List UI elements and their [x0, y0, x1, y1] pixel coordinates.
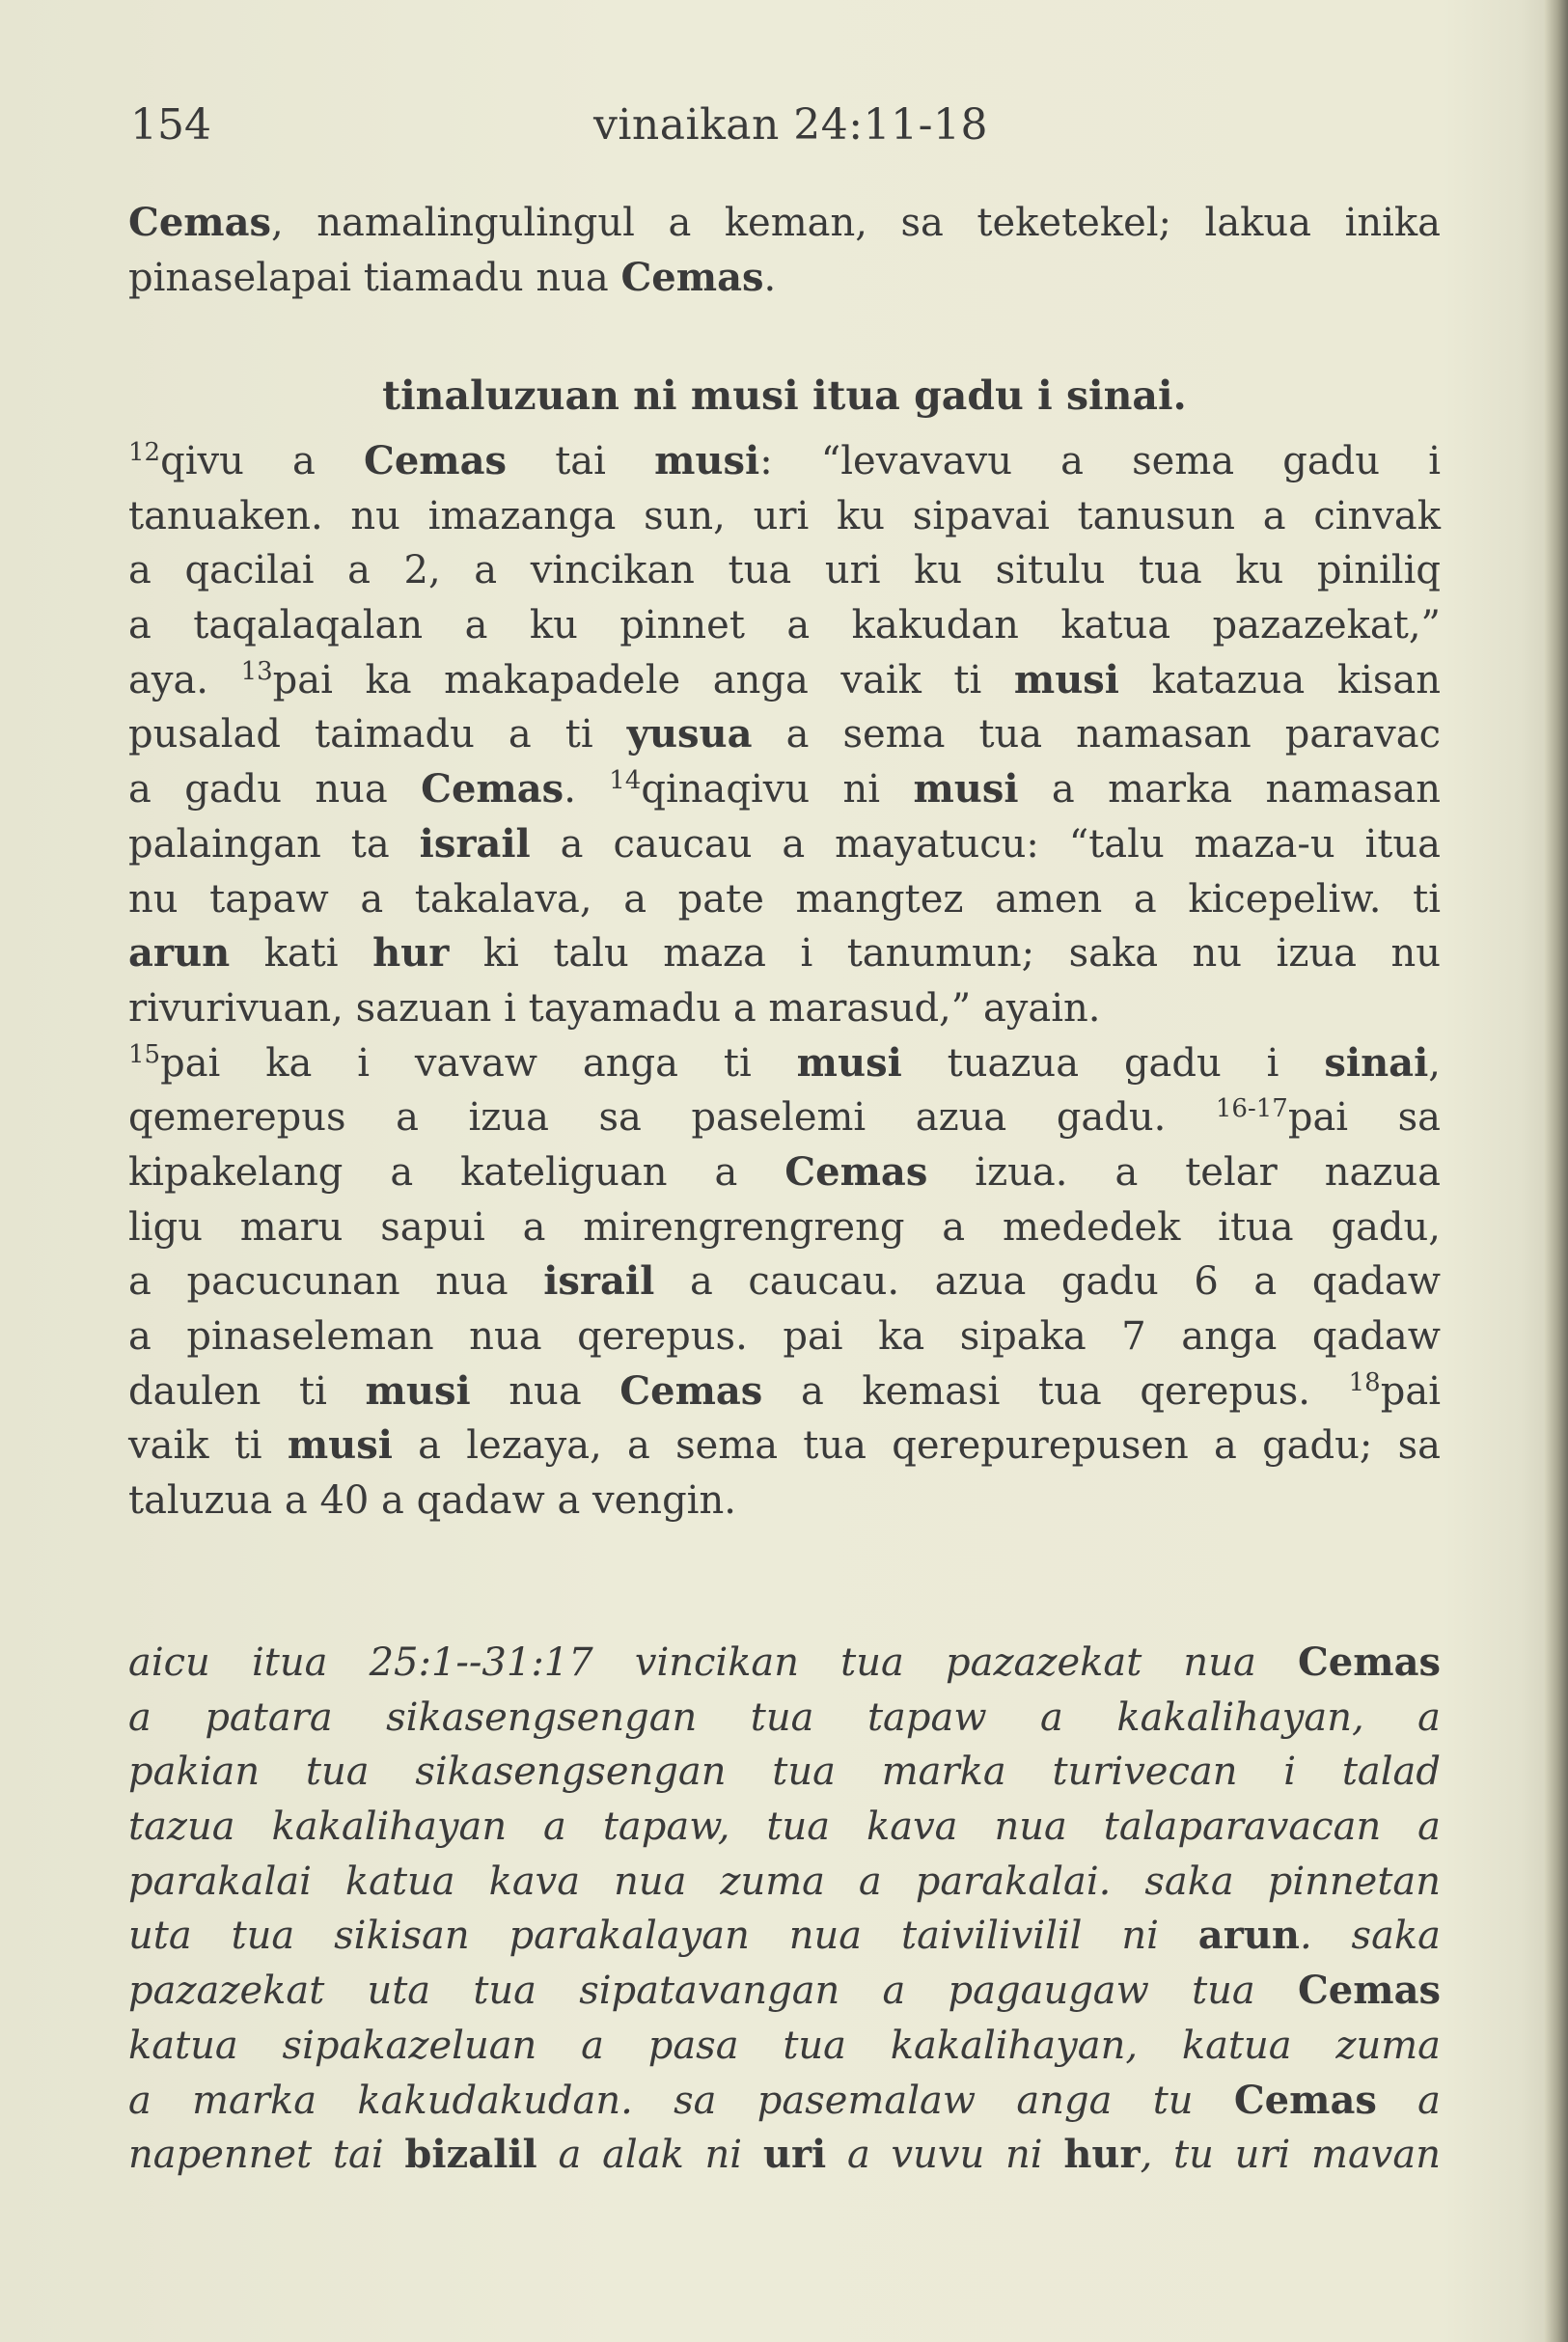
- note-line: katua sipakazeluan a pasa tua kakalihayan, katua zuma: [128, 2023, 1441, 2068]
- body-text: [128, 434, 1441, 1529]
- note-line: a patara sikasengsengan tua tapaw a kakalihayan, a: [128, 1695, 1441, 1740]
- body-line: vaik ti musi a lezaya, a sema tua qerepurepusen a gadu; sa: [128, 1422, 1441, 1469]
- note-line: uta tua sikisan parakalayan nua taivilivilil ni arun. saka: [128, 1913, 1441, 1959]
- body-line: tanuaken. nu imazanga sun, uri ku sipavai tanusun a cinvak: [128, 493, 1441, 538]
- body-line: taluzua a 40 a qadaw a vengin.: [128, 1478, 736, 1524]
- note-line: a marka kakudakudan. sa pasemalaw anga tu Cemas a: [128, 2077, 1441, 2123]
- body-line: $^{12}$qivu a Cemas tai musi: “levavavu a sema gadu i: [128, 438, 1441, 483]
- section-heading: tinaluzuan ni musi itua gadu i sinai.: [382, 372, 1187, 419]
- page-edge-shadow: [1545, 0, 1568, 2342]
- running-head: vinaikan 24:11-18: [593, 100, 988, 150]
- body-line: daulen ti musi nua Cemas a kemasi tua qerepus. $^{18}$pai: [128, 1367, 1441, 1414]
- opening-line-1: Cemas, namalingulingul a keman, sa teketekel; lakua inika: [128, 200, 1441, 245]
- body-line: nu tapaw a takalava, a pate mangtez amen a kicepeliw. ti: [128, 876, 1441, 922]
- page-number: 154: [130, 100, 211, 150]
- note-line: pazazekat uta tua sipatavangan a pagaugaw tua Cemas: [128, 1968, 1441, 2014]
- section-heading-block: [128, 369, 1441, 424]
- body-line: a taqalaqalan a ku pinnet a kakudan katua pazazekat,”: [128, 603, 1441, 648]
- opening-line-2: pinaselapai tiamadu nua Cemas.: [128, 254, 777, 300]
- body-line: ligu maru sapui a mirengrengreng a mededek itua gadu,: [128, 1204, 1441, 1250]
- note-line: tazua kakalihayan a tapaw, tua kava nua talaparavacan a: [128, 1805, 1441, 1850]
- body-line: qemerepus a izua sa paselemi azua gadu. $^{16-17}$pai sa: [128, 1094, 1441, 1141]
- note-line: napennet tai bizalil a alak ni uri a vuvu ni hur, tu uri mavan: [128, 2132, 1441, 2178]
- opening-paragraph: [128, 196, 1441, 305]
- note-line: aicu itua 25:1--31:17 vincikan tua pazazekat nua Cemas: [128, 1639, 1441, 1685]
- note-line: pakian tua sikasengsengan tua marka turivecan i talad: [128, 1750, 1441, 1795]
- body-line: pusalad taimadu a ti yusua a sema tua namasan paravac: [128, 711, 1442, 758]
- body-line: a gadu nua Cemas. $^{14}$qinaqivu ni musi a marka namasan: [128, 766, 1442, 813]
- body-line: a pacucunan nua israil a caucau. azua gadu 6 a qadaw: [128, 1258, 1441, 1305]
- body-line: palaingan ta israil a caucau a mayatucu: “talu maza-u itua: [128, 820, 1441, 867]
- italic-note: [128, 1636, 1441, 2183]
- body-line: arun kati hur ki talu maza i tanumun; saka nu izua nu: [128, 930, 1441, 977]
- note-line: parakalai katua kava nua zuma a parakalai. saka pinnetan: [128, 1859, 1441, 1904]
- body-line: a qacilai a 2, a vincikan tua uri ku situlu tua ku piniliq: [128, 548, 1441, 593]
- body-line: aya. $^{13}$pai ka makapadele anga vaik ti musi katazua kisan: [128, 656, 1441, 703]
- body-line: $^{15}$pai ka i vavaw anga ti musi tuazua gadu i sinai,: [128, 1039, 1441, 1086]
- page-header: [130, 92, 1438, 159]
- body-line: a pinaseleman nua qerepus. pai ka sipaka 7 anga qadaw: [128, 1314, 1441, 1359]
- body-line: rivurivuan, sazuan i tayamadu a marasud,” ayain.: [128, 985, 1101, 1031]
- body-line: kipakelang a kateliguan a Cemas izua. a telar nazua: [128, 1148, 1441, 1195]
